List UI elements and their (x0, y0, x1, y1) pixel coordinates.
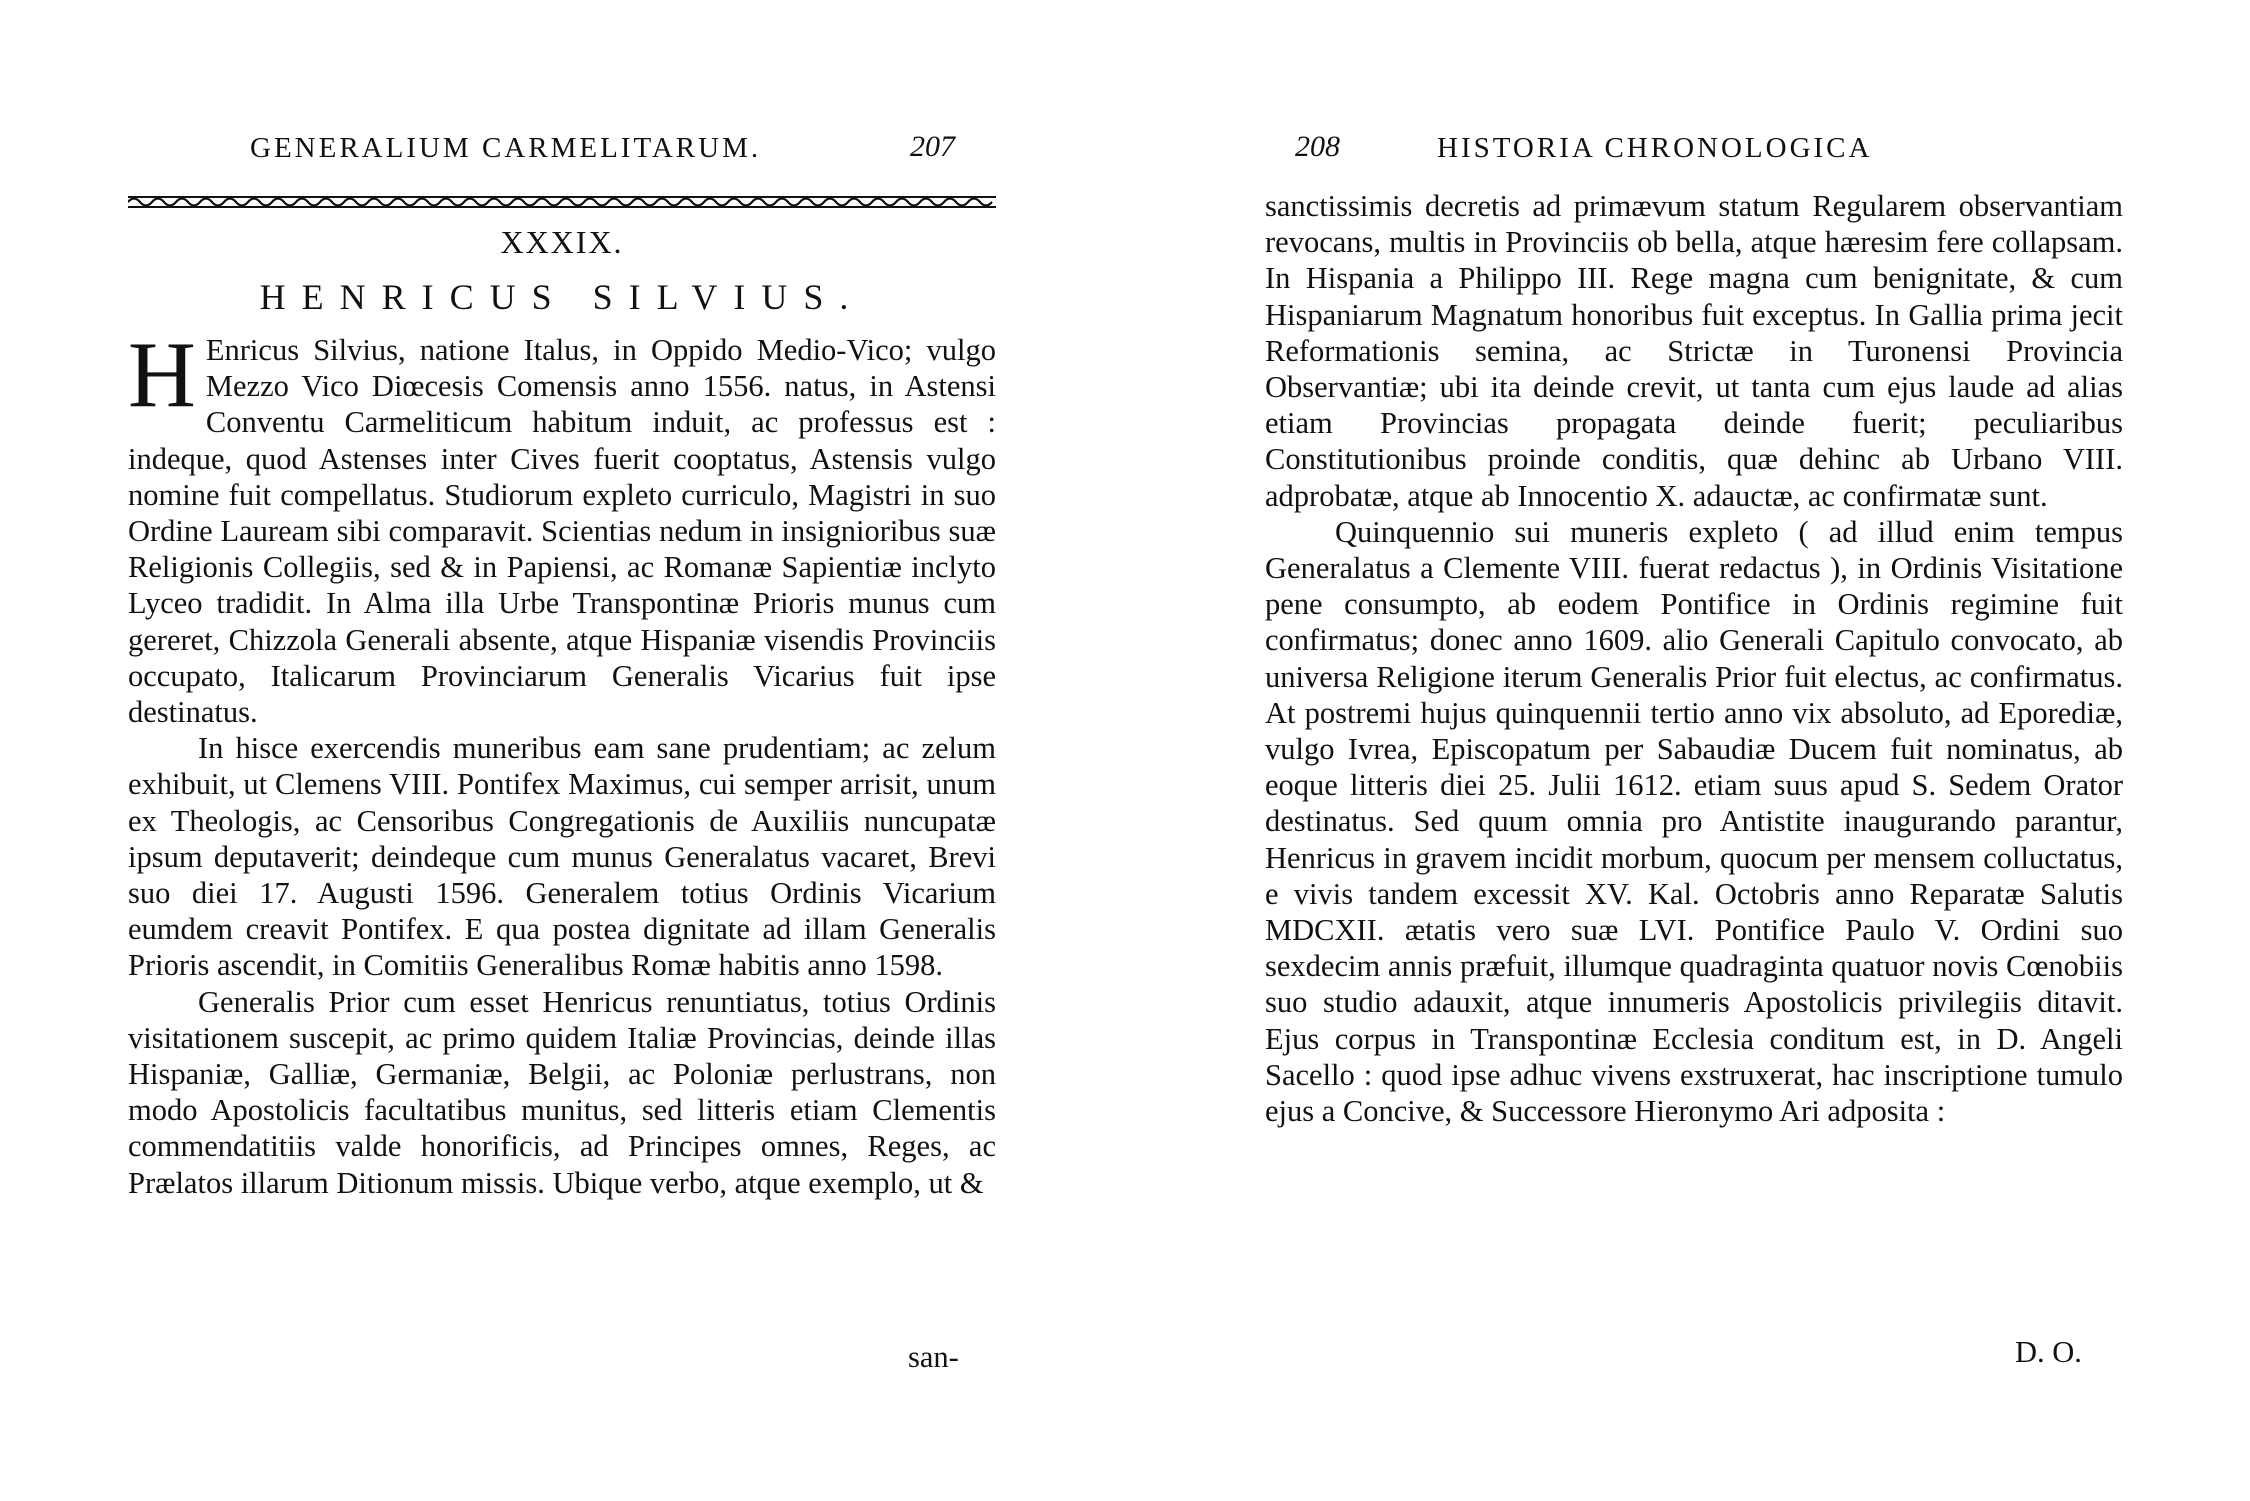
catchword: D. O. (2015, 1335, 2082, 1369)
page-number: 208 (1295, 130, 1340, 163)
page-number: 207 (910, 130, 955, 163)
paragraph: sanctissimis decretis ad primævum statum Regularem observantiam revocans, multis in Provinciis ob bella, atque hæresim fere collapsam. In Hispania a Philippo III. Rege magna cum benignitate, & cum Hispaniarum Magnatum honoribus fuit exceptus. In Gallia prima jecit Reformationis semina, ac Strictæ in Turonensi Provincia Observantiæ; ubi ita deinde crevit, ut tanta cum ejus laude ad alias etiam Provincias propagata deinde fuerit; peculiaribus Constitutionibus proinde conditis, quæ dehinc ab Urbano VIII. adprobatæ, atque ab Innocentio X. adauctæ, ac confirmatæ sunt. (1265, 189, 2123, 513)
paragraph: Generalis Prior cum esset Henricus renuntiatus, totius Ordinis visitationem suscepit, ac primo quidem Italiæ Provincias, deinde illas Hispaniæ, Galliæ, Germaniæ, Belgii, ac Poloniæ perlustrans, non modo Apostolicis facultatibus munitus, sed litteris etiam Clementis commendatitiis valde honorificis, ad Principes omnes, Reges, ac Prælatos illarum Ditionum missis. Ubique verbo, atque exemplo, ut & (128, 984, 996, 1200)
right-body-text (1265, 188, 2123, 1129)
running-head: HISTORIA CHRONOLOGICA (1437, 132, 1873, 164)
running-head: GENERALIUM CARMELITARUM. (250, 132, 762, 164)
drop-cap: H (128, 323, 196, 427)
chapter-number: XXXIX. (500, 224, 624, 260)
left-body-text (128, 323, 996, 1201)
paragraph: Quinquennio sui muneris expleto ( ad illud enim tempus Generalatus a Clemente VIII. fuerat redactus ), in Ordinis Visitatione pene consumpto, ab eodem Pontifice in Ordinis regimine fuit confirmatus; donec anno 1609. alio Generali Capitulo convocato, ab universa Religione iterum Generalis Prior fuit electus, ac confirmatus. At postremi hujus quinquennii tertio anno vix absoluto, ad Eporediæ, vulgo Ivrea, Episcopatum per Sabaudiæ Ducem fuit nominatus, ab eoque litteris diei 25. Julii 1612. etiam suus apud S. Sedem Orator destinatus. Sed quum omnia pro Antistite inaugurando parantur, Henricus in gravem incidit morbum, quocum per mensem colluctatus, e vivis tandem excessit XV. Kal. Octobris anno Reparatæ Salutis MDCXII. ætatis vero suæ LVI. Pontifice Paulo V. Ordini suo sexdecim annis præfuit, illumque quadraginta quatuor novis Cœnobiis suo studio adauxit, atque innumeris Apostolicis privilegiis ditavit. Ejus corpus in Transpontinæ Ecclesia conditum est, in D. Angeli Sacello : quod ipse adhuc vivens exstruxerat, hac inscriptione tumulo ejus a Concive, & Successore Hieronymo Ari adposita : (1265, 514, 2123, 1129)
paragraph: In hisce exercendis muneribus eam sane prudentiam; ac zelum exhibuit, ut Clemens VIII. Pontifex Maximus, cui semper arrisit, unum ex Theologis, ac Censoribus Congregationis de Auxiliis nuncupatæ ipsum deputaverit; deindeque cum munus Generalatus vacaret, Brevi suo diei 17. Augusti 1596. Generalem totius Ordinis Vicarium eumdem creavit Pontifex. E qua postea dignitate ad illam Generalis Prioris ascendit, in Comitiis Generalibus Romæ habitis anno 1598. (128, 731, 996, 983)
chapter-title: HENRICUS SILVIUS. (259, 277, 865, 317)
right-page (1125, 0, 2250, 1501)
paragraph-text: Enricus Silvius, natione Italus, in Oppido Medio-Vico; vulgo Mezzo Vico Diœcesis Comensis anno 1556. natus, in Astensi Conventu Carmeliticum habitum induit, ac professus est : indeque, quod Astenses inter Cives fuerit cooptatus, Astensis vulgo nomine fuit compellatus. Studiorum expleto curriculo, Magistri in suo Ordine Lauream sibi comparavit. Scientias nedum in insignioribus suæ Religionis Collegiis, sed & in Papiensi, ac Romanæ Sapientiæ inclyto Lyceo tradidit. In Alma illa Urbe Transpontinæ Prioris munus cum gereret, Chizzola Generali absente, atque Hispaniæ visendis Provinciis occupato, Italicarum Provinciarum Generalis Vicarius fuit ipse destinatus. (128, 333, 996, 730)
paragraph (128, 323, 996, 730)
ornamental-rule (128, 194, 996, 210)
catchword: san- (908, 1340, 959, 1374)
